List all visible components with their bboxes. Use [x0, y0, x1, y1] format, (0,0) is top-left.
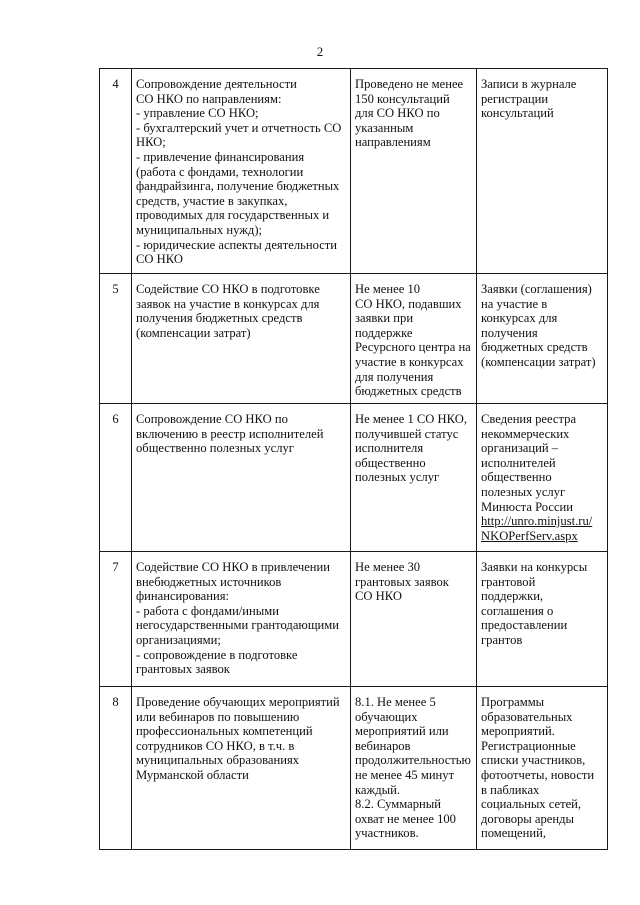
activity-line: - привлечение финансирования	[136, 149, 305, 164]
evidence-line: мероприятий.	[481, 724, 555, 739]
indicator-line: охват не менее 100	[355, 811, 456, 826]
evidence-line: общественно	[481, 470, 552, 485]
indicator-line: 150 консультаций	[355, 91, 450, 106]
activity-line: муниципальных образованиях	[136, 753, 300, 768]
activity-line: Содействие СО НКО в привлечении	[136, 560, 331, 574]
evidence-line: в пабликах	[481, 782, 540, 797]
evidence-line: Записи в журнале	[481, 77, 577, 91]
page-number: 2	[316, 44, 324, 59]
indicator-line: Проведено не менее	[355, 77, 464, 91]
row-number-text: 8	[112, 695, 119, 709]
evidence-line: списки участников,	[481, 753, 586, 768]
evidence-line: договоры аренды	[481, 811, 575, 826]
activity-line: Сопровождение СО НКО по	[136, 412, 288, 426]
evidence-line: грантовой	[481, 574, 536, 589]
evidence-line: Программы	[481, 695, 545, 709]
activity-line: (работа с фондами, технологии	[136, 164, 304, 179]
indicator-line: получившей статус	[355, 426, 459, 441]
table-row	[100, 687, 608, 850]
indicator-line: Не менее 30	[355, 560, 421, 574]
indicator-line: мероприятий или	[355, 724, 449, 739]
indicator-line: обучающих	[355, 709, 418, 724]
evidence-line: фотоотчеты, новости	[481, 767, 595, 782]
indicator-line: указанным	[355, 120, 414, 135]
table-row	[100, 69, 608, 274]
evidence-line: соглашения о	[481, 603, 554, 618]
indicator-cell	[351, 69, 477, 274]
activity-line: - сопровождение в подготовке	[136, 647, 298, 662]
table-row	[100, 404, 608, 552]
indicator-line: 8.1. Не менее 5	[355, 695, 436, 709]
row-number-text: 6	[112, 412, 119, 426]
evidence-line: образовательных	[481, 709, 573, 724]
activity-line: - юридические аспекты деятельности	[136, 237, 338, 252]
evidence-cell	[477, 687, 608, 850]
indicator-cell	[351, 274, 477, 404]
evidence-cell	[477, 274, 608, 404]
indicator-line: общественно	[355, 455, 426, 470]
indicator-line: вебинаров	[355, 738, 411, 753]
evidence-line: поддержки,	[481, 589, 544, 604]
evidence-line: некоммерческих	[481, 426, 570, 441]
row-number	[100, 404, 132, 552]
indicator-line: 8.2. Суммарный	[355, 797, 441, 812]
indicator-line: Ресурсного центра на	[355, 340, 471, 355]
evidence-line: полезных услуг	[481, 484, 566, 499]
evidence-line: на участие в	[481, 296, 548, 311]
activity-line: грантовых заявок	[136, 662, 230, 677]
activity-line: средств, участие в закупках,	[136, 193, 288, 208]
activity-cell	[132, 274, 351, 404]
evidence-line: Заявки (соглашения)	[481, 282, 592, 296]
table-row	[100, 552, 608, 687]
row-number	[100, 687, 132, 850]
activity-line: Сопровождение деятельности	[136, 77, 297, 91]
evidence-line: Сведения реестра	[481, 412, 577, 426]
evidence-line: исполнителей	[481, 455, 556, 470]
evidence-line: Регистрационные	[481, 738, 576, 753]
evidence-line: Заявки на конкурсы	[481, 560, 588, 574]
activity-line: Мурманской области	[136, 767, 249, 782]
activity-line: - работа с фондами/иными	[136, 603, 279, 618]
indicator-line: поддержке	[355, 325, 413, 340]
evidence-line: получения	[481, 325, 538, 340]
indicator-line: СО НКО	[355, 589, 402, 604]
activity-line: заявок на участие в конкурсах для	[136, 296, 320, 311]
evidence-line: регистрации	[481, 91, 549, 106]
activity-line: организациями;	[136, 632, 221, 647]
activity-line: (компенсации затрат)	[136, 325, 251, 340]
activity-line: или вебинаров по повышению	[136, 709, 300, 724]
activity-line: сотрудников СО НКО, в т.ч. в	[136, 738, 295, 753]
evidence-cell	[477, 552, 608, 687]
indicator-line: не менее 45 минут	[355, 767, 455, 782]
activity-line: финансирования:	[136, 589, 230, 604]
row-number	[100, 69, 132, 274]
evidence-line: грантов	[481, 632, 523, 647]
activities-table	[99, 68, 608, 850]
evidence-line: предоставлении	[481, 618, 568, 633]
indicator-cell	[351, 552, 477, 687]
activity-line: профессиональных компетенций	[136, 724, 313, 739]
registry-link[interactable]: NKOPerfServ.aspx	[481, 528, 578, 543]
evidence-line: помещений,	[481, 826, 547, 841]
activity-line: проводимых для государственных и	[136, 208, 330, 223]
indicator-line: СО НКО, подавших	[355, 296, 462, 311]
indicator-line: полезных услуг	[355, 470, 440, 485]
activity-line: НКО;	[136, 135, 166, 150]
activity-cell	[132, 552, 351, 687]
evidence-line: организаций –	[481, 441, 559, 456]
indicator-line: каждый.	[355, 782, 400, 797]
indicator-line: для получения	[355, 369, 434, 384]
activity-line: включению в реестр исполнителей	[136, 426, 324, 441]
activity-line: - бухгалтерский учет и отчетность СО	[136, 120, 342, 135]
activity-line: СО НКО по направлениям:	[136, 91, 282, 106]
row-number	[100, 552, 132, 687]
activity-line: внебюджетных источников	[136, 574, 282, 589]
activity-line: получения бюджетных средств	[136, 311, 303, 326]
row-number-text: 4	[112, 77, 119, 91]
evidence-line: консультаций	[481, 106, 554, 121]
activity-cell	[132, 69, 351, 274]
activity-cell	[132, 404, 351, 552]
evidence-line: социальных сетей,	[481, 797, 582, 812]
evidence-cell	[477, 404, 608, 552]
activity-line: СО НКО	[136, 252, 183, 267]
evidence-line: (компенсации затрат)	[481, 354, 596, 369]
activity-line: муниципальных нужд);	[136, 222, 263, 237]
row-number-text: 5	[112, 282, 119, 296]
indicator-line: исполнителя	[355, 441, 424, 456]
indicator-line: участников.	[355, 826, 419, 841]
indicator-cell	[351, 687, 477, 850]
activity-line: - управление СО НКО;	[136, 106, 259, 121]
activity-line: общественно полезных услуг	[136, 441, 294, 456]
activity-line: фандрайзинга, получение бюджетных	[136, 179, 340, 194]
indicator-line: участие в конкурсах	[355, 354, 464, 369]
indicator-line: грантовых заявок	[355, 574, 449, 589]
row-number-text: 7	[112, 560, 119, 574]
activity-cell	[132, 687, 351, 850]
activity-line: Проведение обучающих мероприятий	[136, 695, 340, 709]
evidence-line: конкурсах для	[481, 311, 558, 326]
evidence-cell	[477, 69, 608, 274]
indicator-line: заявки при	[355, 311, 414, 326]
indicator-line: Не менее 10	[355, 282, 421, 296]
activity-line: негосударственными грантодающими	[136, 618, 339, 633]
row-number	[100, 274, 132, 404]
indicator-line: направлениям	[355, 135, 431, 150]
activity-line: Содействие СО НКО в подготовке	[136, 282, 320, 296]
indicator-line: для СО НКО по	[355, 106, 440, 121]
indicator-line: Не менее 1 СО НКО,	[355, 412, 467, 426]
indicator-line: продолжительностью	[355, 753, 471, 768]
indicator-cell	[351, 404, 477, 552]
evidence-line: Минюста России	[481, 499, 574, 514]
evidence-line: бюджетных средств	[481, 340, 588, 355]
table-row	[100, 274, 608, 404]
registry-link[interactable]: http://unro.minjust.ru/	[481, 514, 593, 529]
indicator-line: бюджетных средств	[355, 384, 462, 399]
